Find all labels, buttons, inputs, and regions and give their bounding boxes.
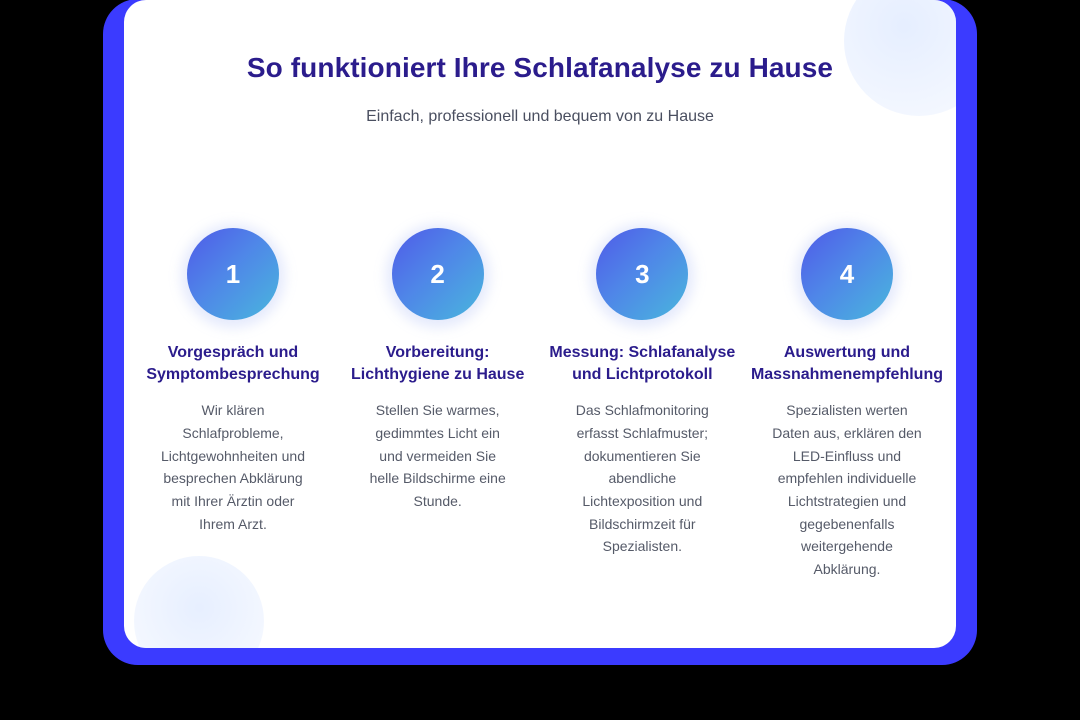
step-item — [343, 228, 533, 513]
step-number: 4 — [801, 228, 893, 320]
step-number-badge — [596, 228, 688, 320]
step-description: Das Schlafmonitoring erfasst Schlafmuster; dokumentieren Sie abendliche Lichtexposition und Bildschirmzeit für Spezialisten. — [575, 402, 709, 555]
step-number: 1 — [187, 228, 279, 320]
step-title: Messung: Schlafanalyse und Lichtprotokoll — [549, 344, 736, 383]
step-number: 3 — [596, 228, 688, 320]
page-title: So funktioniert Ihre Schlafanalyse zu Hause — [246, 52, 834, 83]
step-description: Stellen Sie warmes, gedimmtes Licht ein und vermeiden Sie helle Bildschirme eine Stunde. — [369, 402, 506, 509]
step-item — [547, 228, 737, 558]
step-item — [752, 228, 942, 581]
steps-list — [138, 228, 942, 581]
step-title: Vorgespräch und Symptombesprechung — [146, 344, 320, 383]
step-number-badge — [392, 228, 484, 320]
step-item — [138, 228, 328, 535]
step-number-badge — [801, 228, 893, 320]
step-title: Auswertung und Massnahmenempfehlung — [750, 344, 943, 383]
content-card — [124, 0, 956, 648]
page-subtitle: Einfach, professionell und bequem von zu Hause — [366, 108, 714, 125]
step-number: 2 — [392, 228, 484, 320]
step-number-badge — [187, 228, 279, 320]
step-description: Spezialisten werten Daten aus, erklären den LED-Einfluss und empfehlen individuelle Lichtstrategien und gegebenenfalls weitergehende Abklärung. — [772, 402, 922, 577]
step-description: Wir klären Schlafprobleme, Lichtgewohnheiten und besprechen Abklärung mit Ihrer Ärztin oder Ihrem Arzt. — [160, 402, 305, 532]
step-title: Vorbereitung: Lichthygiene zu Hause — [350, 344, 525, 383]
